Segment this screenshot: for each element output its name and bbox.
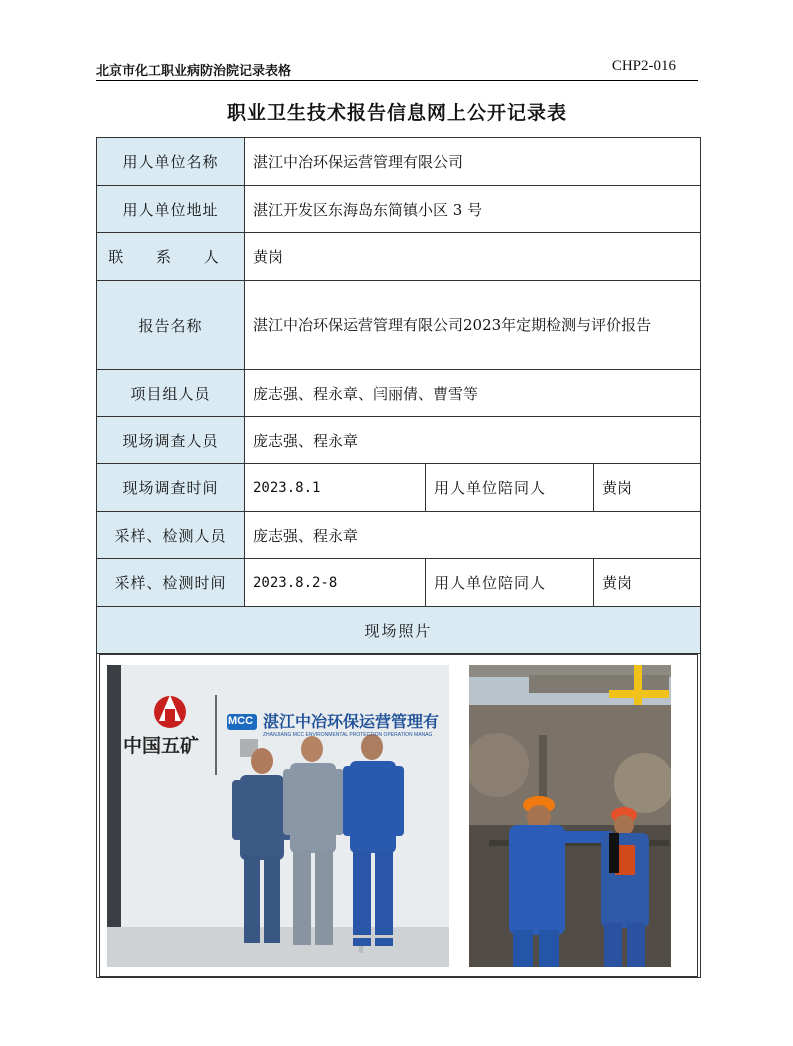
photo-plant-measurement: [469, 665, 671, 967]
companion-value-1: 黄岗: [594, 464, 701, 512]
report-name-label: 报告名称: [97, 281, 245, 370]
photos-heading: 现场照片: [97, 607, 701, 654]
row-survey-staff: [97, 417, 701, 464]
row-team: [97, 370, 701, 417]
contact-label: 联 系 人: [97, 233, 245, 281]
record-table: [96, 137, 701, 978]
row-sampling-time: [97, 559, 701, 607]
header-org-form: 北京市化工职业病防治院记录表格: [96, 64, 292, 79]
survey-time-label: 现场调查时间: [97, 464, 245, 512]
sampling-staff-value: 庞志强、程永章: [245, 512, 701, 559]
row-sampling-staff: [97, 512, 701, 559]
employer-address-label: 用人单位地址: [97, 186, 245, 233]
row-survey-time: [97, 464, 701, 512]
employer-name-label: 用人单位名称: [97, 138, 245, 186]
row-employer-name: [97, 138, 701, 186]
page-header: [96, 60, 698, 81]
photo1-banner-text: 湛江中冶环保运营管理有: [263, 714, 440, 731]
row-employer-address: [97, 186, 701, 233]
survey-staff-value: 庞志强、程永章: [245, 417, 701, 464]
sampling-time-label: 采样、检测时间: [97, 559, 245, 607]
row-report-name: [97, 281, 701, 370]
sampling-staff-label: 采样、检测人员: [97, 512, 245, 559]
sampling-time-value: 2023.8.2-8: [245, 559, 426, 607]
team-value: 庞志强、程永章、闫丽倩、曹雪等: [245, 370, 701, 417]
photo1-mcc-logo: MCC: [228, 715, 254, 727]
row-photos-heading: [97, 607, 701, 654]
header-form-code: CHP2-016: [611, 58, 676, 74]
team-label: 项目组人员: [97, 370, 245, 417]
employer-name-value: 湛江中冶环保运营管理有限公司: [245, 138, 701, 186]
photo-group-in-front-of-logo: [107, 665, 449, 967]
photos-cell: [97, 654, 701, 978]
report-name-value: 湛江中冶环保运营管理有限公司2023年定期检测与评价报告: [245, 281, 701, 370]
survey-staff-label: 现场调查人员: [97, 417, 245, 464]
contact-value: 黄岗: [245, 233, 701, 281]
photo2-drawing: [469, 665, 671, 967]
photo1-banner-subtext: ZHANJIANG MCC ENVIRONMENTAL PROTECTION OPERATION MANAG: [263, 732, 433, 738]
row-contact: [97, 233, 701, 281]
employer-address-value: 湛江开发区东海岛东简镇小区 3 号: [245, 186, 701, 233]
document-title: 职业卫生技术报告信息网上公开记录表: [226, 102, 567, 124]
survey-time-value: 2023.8.1: [245, 464, 426, 512]
companion-value-2: 黄岗: [594, 559, 701, 607]
companion-label-2: 用人单位陪同人: [426, 559, 594, 607]
photo1-logo-text: 中国五矿: [123, 736, 200, 757]
companion-label-1: 用人单位陪同人: [426, 464, 594, 512]
row-photos: [97, 654, 701, 978]
